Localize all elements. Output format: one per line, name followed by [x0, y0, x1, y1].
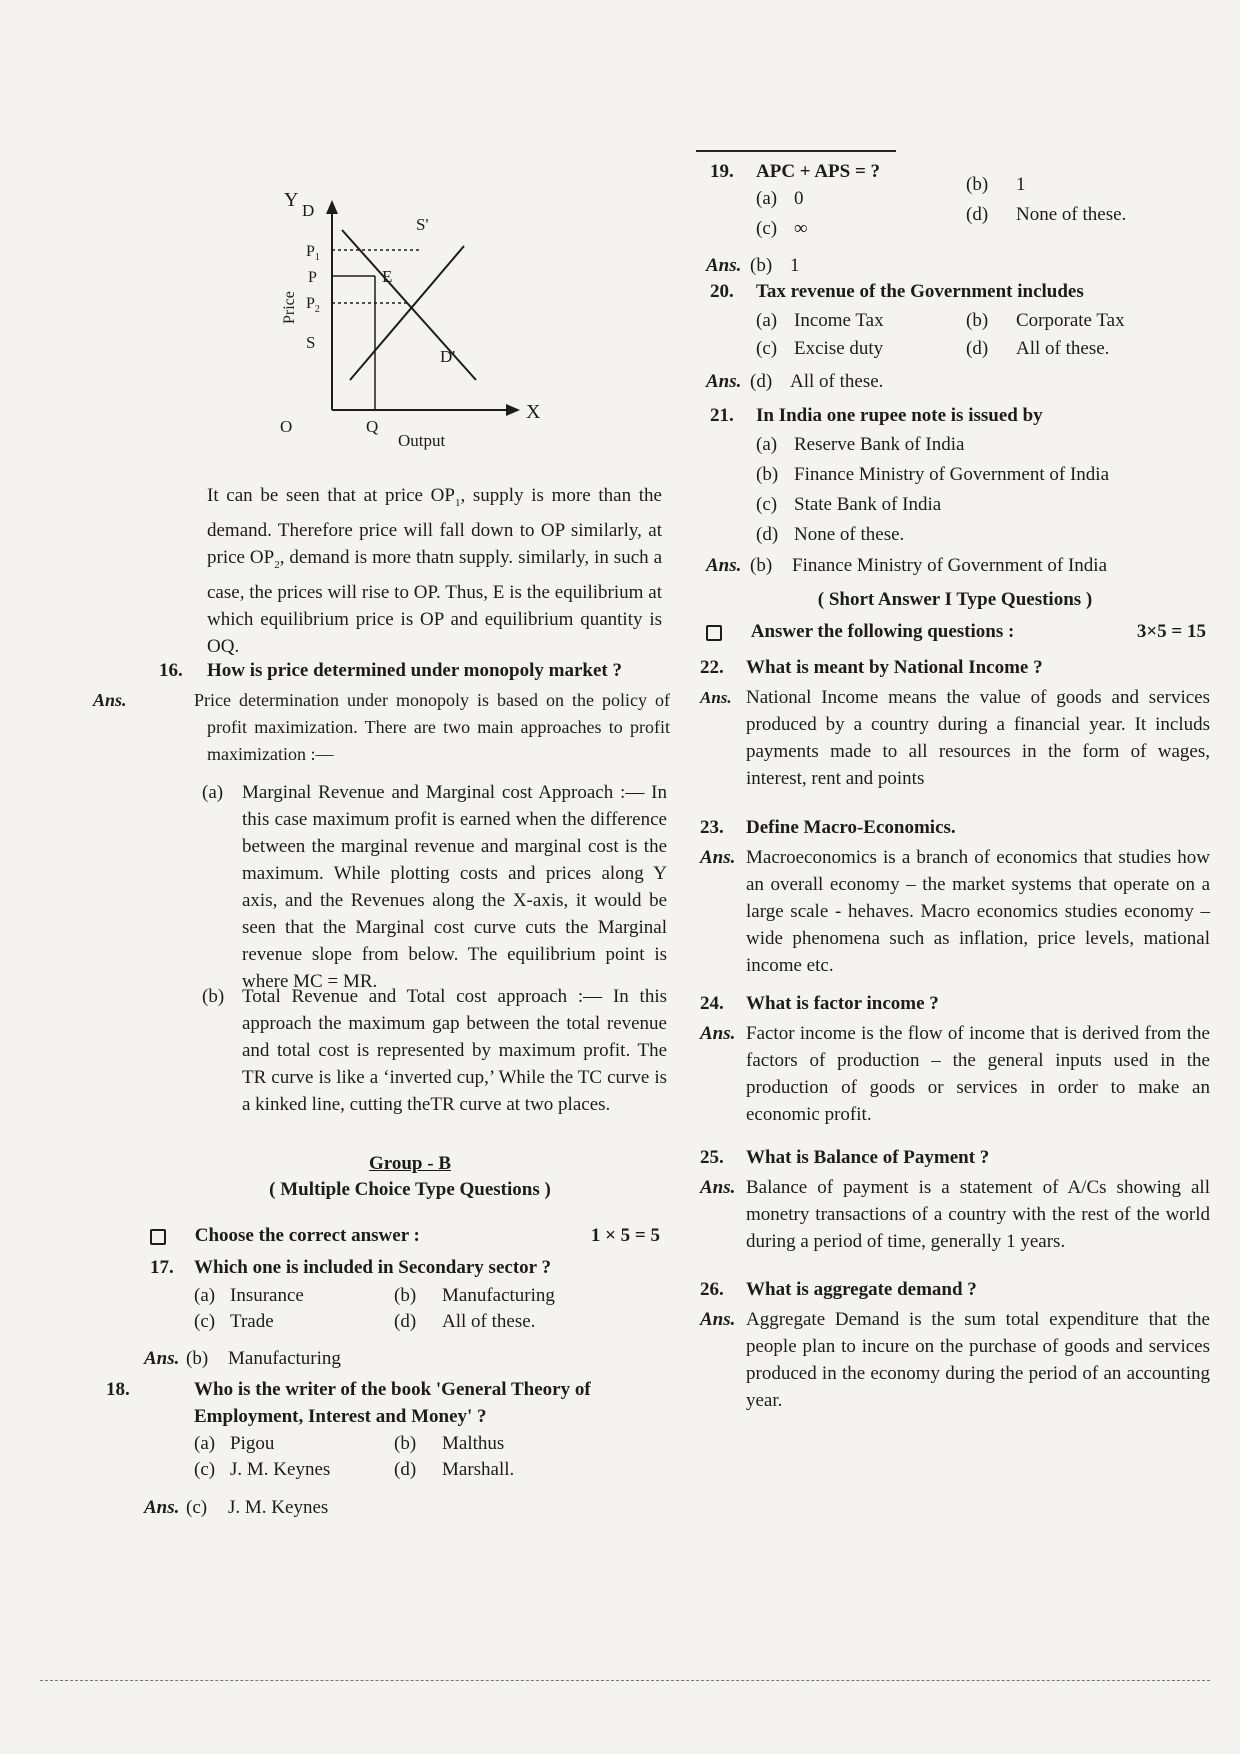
q22-answer: Ans. National Income means the value of goods and services produced by a country during a financial year. It includs payments made to all resources in the form of wages, interest, rent and points	[700, 687, 1210, 789]
q21-option-c: (c) State Bank of India	[756, 494, 942, 515]
price-axis-title: Price	[281, 291, 298, 324]
q20-answer: Ans. (d) All of these.	[706, 371, 884, 392]
q17-question: 17. Which one is included in Secondary sector ?	[150, 1257, 551, 1278]
q18-options-row-2: (c) J. M. Keynes (d) Marshall.	[194, 1459, 515, 1480]
q17-options-row-2: (c) Trade (d) All of these.	[194, 1311, 536, 1332]
mcq-section-subtitle: ( Multiple Choice Type Questions )	[269, 1179, 551, 1200]
s-label: S	[306, 333, 316, 352]
q23-question: 23. Define Macro-Economics.	[700, 817, 956, 838]
q26-question: 26. What is aggregate demand ?	[700, 1279, 977, 1300]
q18-answer: Ans. (c) J. M. Keynes	[144, 1497, 329, 1518]
q19-options-row-2: (c) ∞ (d) None of these.	[756, 204, 1127, 239]
short-answer-instruction: Answer the following questions : 3×5 = 15	[706, 618, 1206, 645]
x-axis-arrow	[506, 404, 520, 416]
q19-answer: Ans. (b) 1	[706, 255, 800, 276]
output-axis-title: Output	[398, 431, 446, 450]
checkbox-icon	[706, 625, 722, 641]
d-prime-label: D'	[440, 347, 456, 366]
p1-label: $P_1$	[306, 243, 320, 263]
q19-options-row-1: (a) 0 (b) 1	[756, 174, 1026, 209]
q24-answer: Ans. Factor income is the flow of income that is derived from the factors of production – the general inputs used in the production of goods or services in order to make an economic profit.	[700, 1023, 1210, 1125]
q17-options-row-1: (a) Insurance (b) Manufacturing	[194, 1285, 555, 1306]
short-answer-subtitle: ( Short Answer I Type Questions )	[817, 589, 1093, 610]
q20-options-row-1: (a) Income Tax (b) Corporate Tax	[756, 310, 1125, 331]
q21-answer: Ans. (b) Finance Ministry of Government of India	[706, 555, 1108, 576]
q21-option-b: (b) Finance Ministry of Government of India	[756, 464, 1110, 485]
y-axis-label: Y	[284, 190, 299, 211]
mcq-instruction: Choose the correct answer : 1 × 5 = 5	[150, 1222, 660, 1249]
q17-answer: Ans. (b) Manufacturing	[144, 1348, 341, 1369]
bottom-rule	[40, 1680, 1210, 1681]
group-b-title: Group - B	[368, 1153, 451, 1174]
q15-conclusion-paragraph: It can be seen that at price $OP_1$, supply is more than the demand. Therefore price will fall down to OP similarly, at price $OP_2$, demand is more thatn supply. similarly, in such a case, the prices will rise to OP. Thus, E is the equilibrium at which equilibrium price is OP and equilibrium quantity is OQ.	[207, 485, 663, 657]
s-prime-label: S'	[416, 215, 429, 234]
top-rule	[696, 150, 896, 152]
y-axis-arrow	[326, 200, 338, 214]
q16-option-a: (a) Marginal Revenue and Marginal cost Approach :— In this case maximum profit is earned when the difference between the marginal revenue and marginal cost is the maximum. While plotting costs and prices along Y axis, and the Revenues along the X-axis, it would be seen that the Marginal cost curve cuts the Marginal revenue slope from below. The equilibrium point is where MC = MR.	[202, 782, 667, 992]
q21-option-d: (d) None of these.	[756, 524, 905, 545]
demand-curve	[342, 230, 476, 380]
x-axis-label: X	[526, 401, 541, 423]
q26-answer: Ans. Aggregate Demand is the sum total expenditure that the people plan to incure on the purchase of goods and services produced in the economy during the period of an accounting year.	[700, 1309, 1210, 1411]
q24-question: 24. What is factor income ?	[700, 993, 939, 1014]
q20-question: 20. Tax revenue of the Government includes	[710, 281, 1084, 302]
q16-question: 16. How is price determined under monopoly market ?	[159, 660, 622, 681]
checkbox-icon	[150, 1229, 166, 1245]
q21-option-a: (a) Reserve Bank of India	[756, 434, 965, 455]
q20-options-row-2: (c) Excise duty (d) All of these.	[756, 338, 1110, 359]
q18-question: 18. Who is the writer of the book 'General Theory of Employment, Interest and Money' ?	[106, 1379, 591, 1427]
q18-options-row-1: (a) Pigou (b) Malthus	[194, 1433, 505, 1454]
p2-label: $P_2$	[306, 295, 320, 315]
q25-answer: Ans. Balance of payment is a statement of A/Cs showing all monetry transactions of a country with the rest of the world during a period of time, generally 1 years.	[700, 1177, 1210, 1252]
q25-question: 25. What is Balance of Payment ?	[700, 1147, 990, 1168]
e-label: E	[382, 267, 393, 286]
origin-label: O	[280, 417, 293, 436]
d-label: D	[302, 201, 315, 220]
q22-question: 22. What is meant by National Income ?	[700, 657, 1043, 678]
demand-supply-graph	[270, 190, 560, 460]
q19-question: 19. APC + APS = ?	[710, 161, 881, 182]
q-label: Q	[366, 417, 379, 436]
q16-answer: Ans. Price determination under monopoly is based on the policy of profit maximization. There are two main approaches to profit maximization :—	[93, 690, 670, 764]
q16-option-b: (b) Total Revenue and Total cost approach :— In this approach the maximum gap between the total revenue and total cost is represented by maximum profit. The TR curve is like a ‘inverted cup,’ While the TC curve is a kinked line, cutting theTR curve at two places.	[202, 986, 667, 1115]
q23-answer: Ans. Macroeconomics is a branch of economics that studies how an overall economy – the market systems that operate on a large scale - hehaves. Macro economics studies economy – wide phenomena such as inflation, price levels, mational income etc.	[700, 847, 1210, 976]
p-label: P	[308, 269, 317, 286]
q21-question: 21. In India one rupee note is issued by	[710, 405, 1043, 426]
